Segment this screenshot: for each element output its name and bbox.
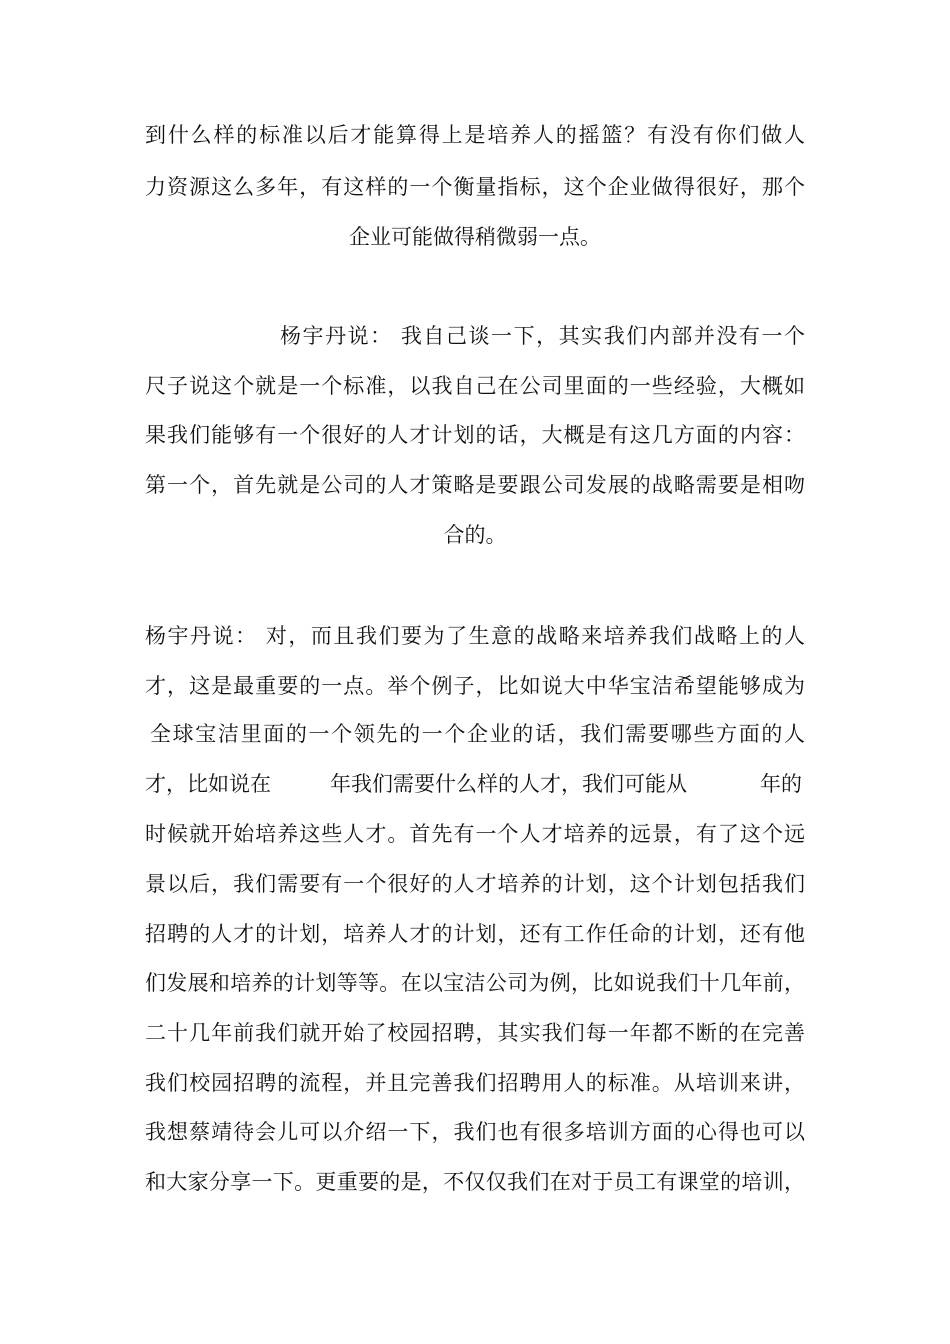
paragraph-2-line-3: 果我们能够有一个很好的人才计划的话，大概是有这几方面的内容： xyxy=(145,423,805,447)
paragraph-3-line-10: 我们校园招聘的流程，并且完善我们招聘用人的标准。从培训来讲， xyxy=(145,1071,805,1095)
paragraph-2-line-2: 尺子说这个就是一个标准，以我自己在公司里面的一些经验，大概如 xyxy=(145,374,805,398)
paragraph-3-line-1: 杨宇丹说： 对，而且我们要为了生意的战略来培养我们战略上的人 xyxy=(145,624,805,648)
paragraph-3-line-6: 景以后，我们需要有一个很好的人才培养的计划，这个计划包括我们 xyxy=(145,872,805,896)
paragraph-3-line-9: 二十几年前我们就开始了校园招聘，其实我们每一年都不断的在完善 xyxy=(145,1021,805,1045)
paragraph-2-line-5: 合的。 xyxy=(443,523,507,547)
paragraph-3-line-5: 时候就开始培养这些人才。首先有一个人才培养的远景，有了这个远 xyxy=(145,822,805,846)
paragraph-1-line-2: 力资源这么多年，有这样的一个衡量指标，这个企业做得很好，那个 xyxy=(145,175,805,199)
paragraph-2-line-1: 杨宇丹说： 我自己谈一下，其实我们内部并没有一个 xyxy=(280,324,805,348)
paragraph-3-line-8: 们发展和培养的计划等等。在以宝洁公司为例，比如说我们十几年前， xyxy=(145,971,805,995)
line-4-segment-2: 年我们需要什么样的人才，我们可能从 xyxy=(330,772,687,796)
paragraph-2-line-4: 第一个，首先就是公司的人才策略是要跟公司发展的战略需要是相吻 xyxy=(145,473,805,497)
paragraph-1-line-3: 企业可能做得稍微弱一点。 xyxy=(349,225,601,249)
paragraph-3-line-11: 我想蔡靖待会儿可以介绍一下，我们也有很多培训方面的心得也可以 xyxy=(145,1120,805,1144)
paragraph-3-line-12: 和大家分享一下。更重要的是，不仅仅我们在对于员工有课堂的培训， xyxy=(145,1170,805,1194)
paragraph-3-line-7: 招聘的人才的计划，培养人才的计划，还有工作任命的计划，还有他 xyxy=(145,922,805,946)
paragraph-3-line-3: 全球宝洁里面的一个领先的一个企业的话，我们需要哪些方面的人 xyxy=(150,722,805,746)
paragraph-3-line-2: 才，这是最重要的一点。举个例子，比如说大中华宝洁希望能够成为 xyxy=(145,674,805,698)
line-4-segment-1: 才，比如说在 xyxy=(145,772,271,796)
paragraph-1-line-1: 到什么样的标准以后才能算得上是培养人的摇篮？有没有你们做人 xyxy=(145,123,805,147)
line-4-segment-3: 年的 xyxy=(760,772,802,796)
